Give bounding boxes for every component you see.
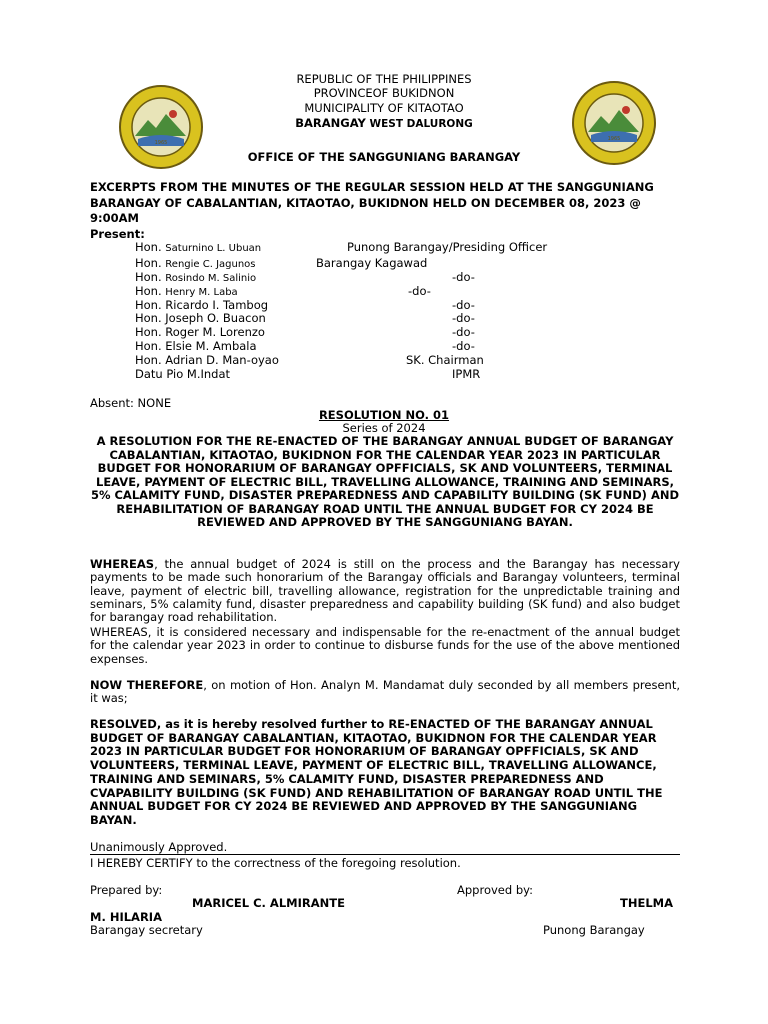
seal-year-text-2: 1965 (607, 136, 621, 142)
divider-line (90, 854, 680, 855)
barangay-name: WEST DALURONG (369, 118, 473, 130)
unanimous-approval: Unanimously Approved. (90, 840, 228, 854)
prepared-by-label: Prepared by: (90, 883, 163, 897)
attendee-position: -do- (452, 270, 475, 284)
seal-year-text: 1965 (154, 140, 168, 146)
attendee-name: Hon. Saturnino L. Ubuan (135, 240, 262, 254)
preparer-name: MARICEL C. ALMIRANTE (192, 896, 345, 910)
office-title: OFFICE OF THE SANGGUNIANG BARANGAY (247, 150, 521, 164)
attendee-name: Hon. Rengie C. Jagunos (135, 256, 256, 270)
attendee-position: -do- (408, 284, 431, 298)
resolution-title: A RESOLUTION FOR THE RE-ENACTED OF THE BARANGAY ANNUAL BUDGET OF BARANGAY CABALANTIAN, KITAOTAO, BUKIDNON FOR THE CALENDAR YEAR 2023 IN PARTICULAR BUDGET FOR HONORARIUM OF BARANGAY OPFFICIALS, SK AND VOLUNTEERS, TERMINAL LEAVE, PAYMENT OF ELECTRIC BILL, TRAVELLING ALLOWANCE, TRAINING AND SEMINARS, 5% CALAMITY FUND, DISASTER PREPAREDNESS AND CAPABILITY BUILDING (SK FUND) AND REHABILITATION OF BARANGAY ROAD UNTIL THE ANNUAL BUDGET FOR CY 2024 BE REVIEWED AND APPROVED BY THE SANGGUNIANG BAYAN. (90, 434, 680, 529)
resolution-number: RESOLUTION NO. 01 (318, 408, 450, 422)
attendee-name: Hon. Rosindo M. Salinio (135, 270, 257, 284)
approver-title: Punong Barangay (543, 923, 645, 937)
excerpt-heading: EXCERPTS FROM THE MINUTES OF THE REGULAR SESSION HELD AT THE SANGGUNIANG BARANGAY OF CABALANTIAN, KITAOTAO, BUKIDNON HELD ON DECEMBER 08, 2023 @ 9:00AM (90, 180, 654, 225)
approved-by-label: Approved by: (457, 883, 533, 897)
header-province: PROVINCEOF BUKIDNON (313, 86, 455, 100)
attendee-position: -do- (452, 325, 475, 339)
attendee-name: Hon. Ricardo I. Tambog (135, 298, 269, 312)
resolved-paragraph: RESOLVED, as it is hereby resolved further to RE-ENACTED OF THE BARANGAY ANNUAL BUDGET OF BARANGAY CABALANTIAN, KITAOTAO, BUKIDNON FOR THE CALENDAR YEAR 2023 IN PARTICULAR BUDGET FOR HONORARIUM OF BARANGAY OPFFICIALS, SK AND VOLUNTEERS, TERMINAL LEAVE, PAYMENT OF ELECTRIC BILL, TRAVELLING ALLOWANCE, TRAINING AND SEMINARS, 5% CALAMITY FUND, DISASTER PREPAREDNESS AND CVAPABILITY BUILDING (SK FUND) AND REHABILITATION OF BARANGAY ROAD UNTIL THE ANNUAL BUDGET FOR CY 2024 BE REVIEWED AND APPROVED BY THE SANGGUNIANG BAYAN. (90, 717, 663, 827)
attendee-name: Hon. Joseph O. Buacon (135, 311, 266, 325)
now-therefore-lead: NOW THEREFORE (90, 678, 204, 692)
attendee-position: -do- (452, 339, 475, 353)
resolution-series: Series of 2024 (342, 421, 426, 435)
present-label: Present: (90, 227, 145, 241)
attendee-name: Hon. Adrian D. Man-oyao (135, 353, 279, 367)
certification-text: I HEREBY CERTIFY to the correctness of the foregoing resolution. (90, 856, 461, 870)
attendee-position: IPMR (452, 367, 481, 381)
attendee-name: Hon. Roger M. Lorenzo (135, 325, 265, 339)
attendee-name: Datu Pio M.Indat (135, 367, 231, 381)
whereas-lead: WHEREAS (90, 557, 155, 571)
whereas-paragraph-2: WHEREAS, it is considered necessary and indispensable for the re-enactment of the annual budget for the calendar year 2023 in order to continue to disburse funds for the use of the above mentioned expenses. (90, 625, 680, 666)
whereas-paragraph-1 (90, 558, 680, 624)
attendee-position: Barangay Kagawad (316, 256, 428, 270)
attendee-name-small: Saturnino L. Ubuan (165, 243, 262, 254)
preparer-title: Barangay secretary (90, 923, 203, 937)
whereas-text: , the annual budget of 2024 is still on the process and the Barangay has necessary payments to be made such honorarium of the Barangay officials and Barangay volunteers, terminal leave, payment of electric bill, travelling allowance, registration for the unpredictable training and seminars, 5% calamity fund, disaster preparedness and capability building (SK fund) and also budget for barangay road rehabilitation. (90, 557, 680, 625)
attendee-position: Punong Barangay/Presiding Officer (347, 240, 548, 254)
header-barangay (0, 117, 768, 130)
attendee-name: Hon. Elsie M. Ambala (135, 339, 257, 353)
attendee-name: Hon. Henry M. Laba (135, 284, 238, 298)
header-republic: REPUBLIC OF THE PHILIPPINES (296, 72, 472, 86)
now-therefore-paragraph (90, 679, 680, 706)
absent-line: Absent: NONE (90, 396, 172, 410)
approver-name-part1: THELMA (620, 896, 673, 910)
approver-name-part2: M. HILARIA (90, 910, 162, 924)
barangay-label: BARANGAY (295, 116, 366, 130)
header-municipality: MUNICIPALITY OF KITAOTAO (304, 101, 464, 115)
attendee-position: -do- (452, 311, 475, 325)
attendee-position: SK. Chairman (406, 353, 484, 367)
attendee-position: -do- (452, 298, 475, 312)
now-therefore-text: , on motion of Hon. Analyn M. Mandamat duly seconded by all members present, it was; (90, 678, 680, 706)
